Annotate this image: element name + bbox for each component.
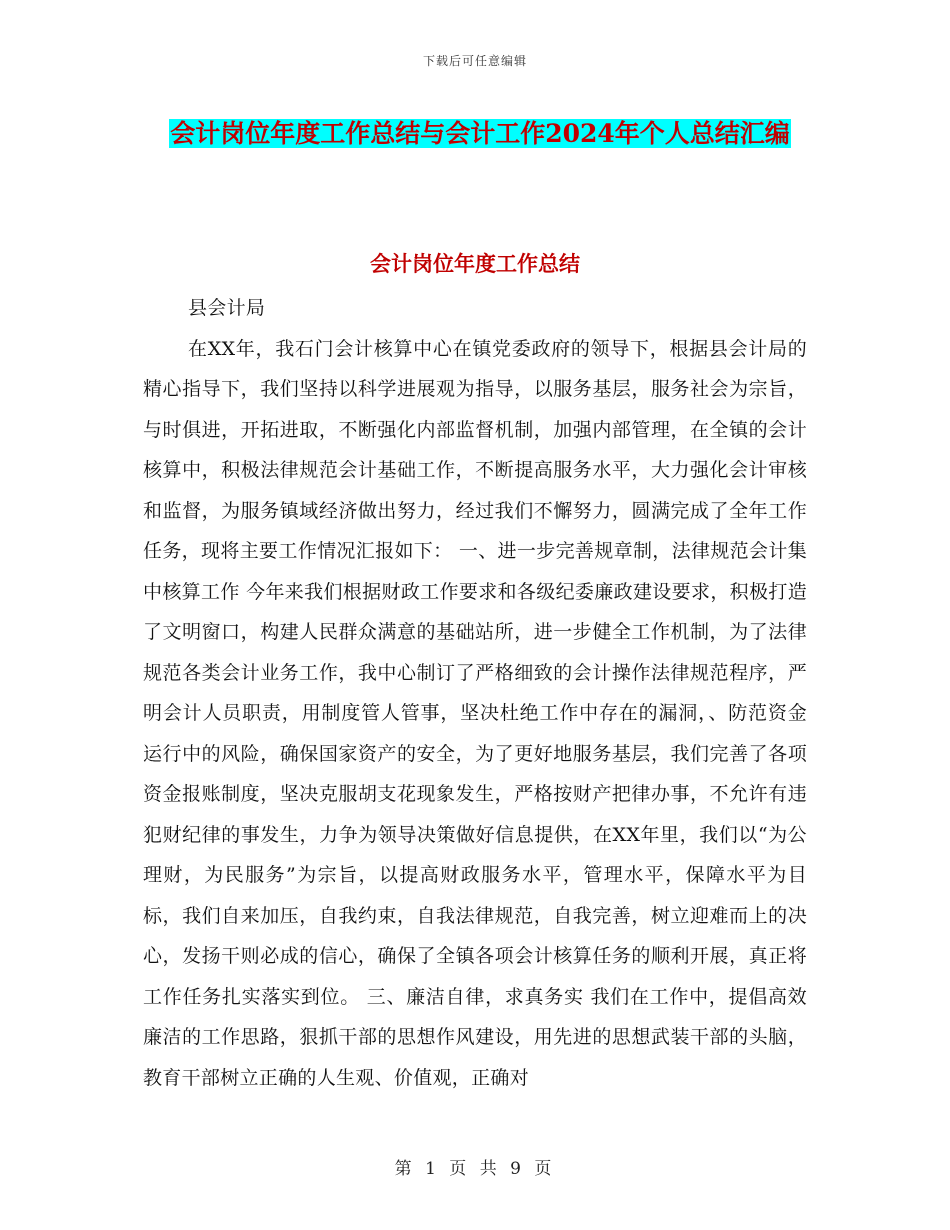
section-title: 会计岗位年度工作总结: [370, 251, 580, 276]
page-number: 第 1 页 共 9 页: [394, 1159, 556, 1179]
document-title: [140, 112, 820, 156]
document-title-text: 会计岗位年度工作总结与会计工作2024年个人总结汇编: [170, 119, 790, 148]
document-body: [143, 288, 807, 1098]
page-header-note: 下载后可任意编辑: [422, 54, 527, 68]
addressee: 县会计局: [188, 297, 266, 319]
body-paragraph: 在XX年，我石门会计核算中心在镇党委政府的领导下，根据县会计局的精心指导下，我们坚持以科学进展观为指导，以服务基层，服务社会为宗旨，与时俱进，开拓进取，不断强化内部监督机制，加强内部管理，在全镇的会计核算中，积极法律规范会计基础工作，不断提高服务水平，大力强化会计审核和监督，为服务镇域经济做出努力，经过我们不懈努力，圆满完成了全年工作任务，现将主要工作情况汇报如下： 一、进一步完善规章制，法律规范会计集中核算工作 今年来我们根据财政工作要求和各级纪委廉政建设要求，积极打造了文明窗口，构建人民群众满意的基础站所，进一步健全工作机制，为了法律规范各类会计业务工作，我中心制订了严格细致的会计操作法律规范程序，严明会计人员职责，用制度管人管事，坚决杜绝工作中存在的漏洞，、防范资金运行中的风险，确保国家资产的安全，为了更好地服务基层，我们完善了各项资金报账制度，坚决克服胡支花现象发生，严格按财产把律办事，不允许有违犯财纪律的事发生，力争为领导决策做好信息提供，在XX年里，我们以“为公理财，为民服务”为宗旨，以提高财政服务水平，管理水平，保障水平为目标，我们自来加压，自我约束，自我法律规范，自我完善，树立迎难而上的决心，发扬干则必成的信心，确保了全镇各项会计核算任务的顺利开展，真正将工作任务扎实落实到位。 三、廉洁自律，求真务实 我们在工作中，提倡高效廉洁的工作思路，狠抓干部的思想作风建设，用先进的思想武装干部的头脑，教育干部树立正确的人生观、价值观，正确对: [143, 337, 807, 1089]
